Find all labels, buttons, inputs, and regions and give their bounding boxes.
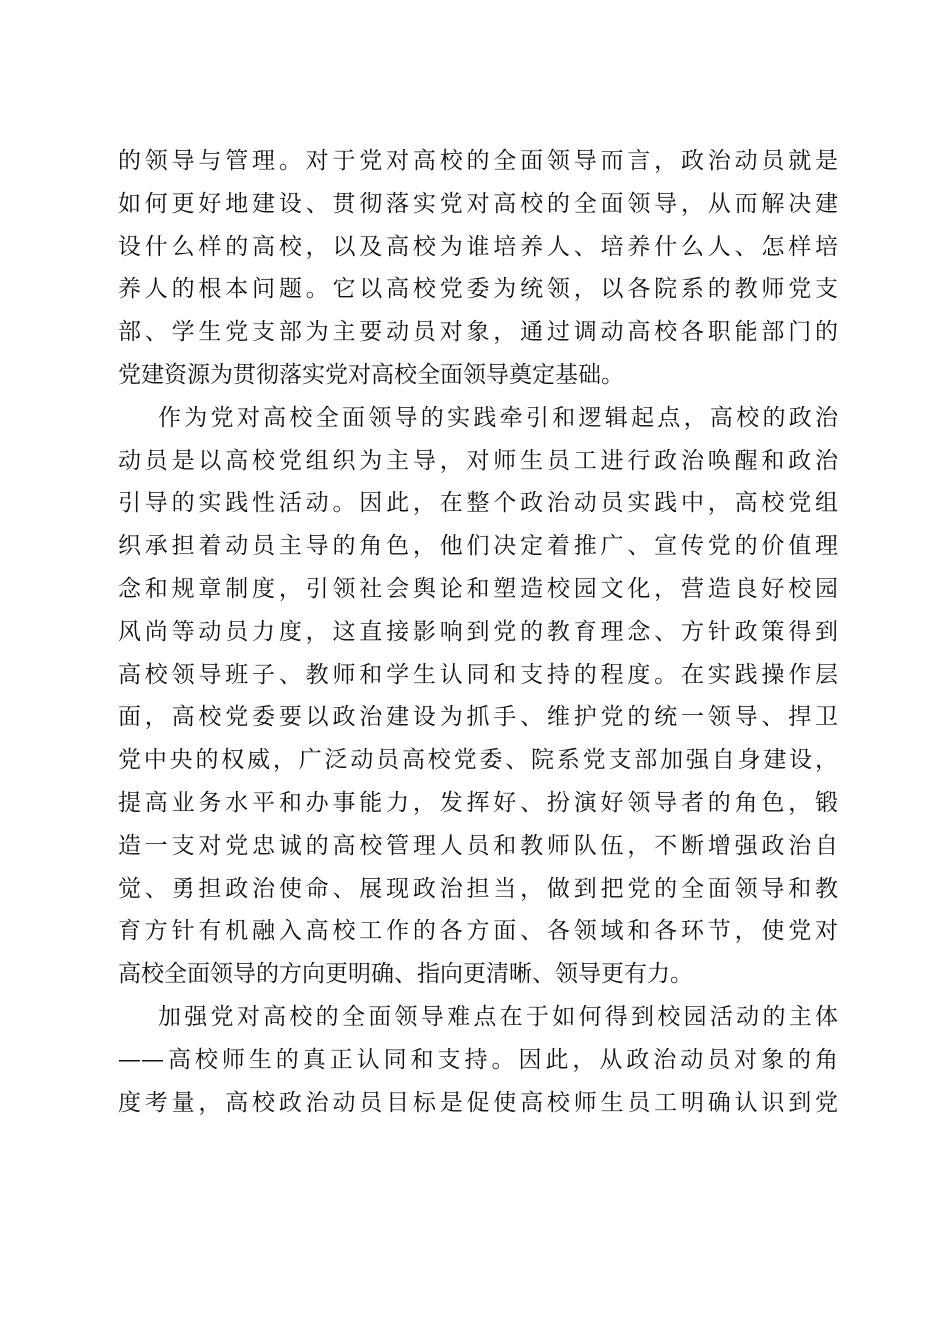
text-line: 养人的根本问题。它以高校党委为统领，以各院系的教师党支 (118, 276, 838, 303)
paragraph-2 (118, 397, 838, 996)
body-text (118, 140, 838, 1124)
text-line: ——高校师生的真正认同和支持。因此，从政治动员对象的角 (118, 1046, 838, 1073)
text-line: 引导的实践性活动。因此，在整个政治动员实践中，高校党组 (118, 490, 838, 517)
text-line: 念和规章制度，引领社会舆论和塑造校园文化，营造良好校园 (118, 575, 838, 602)
text-line: 度考量，高校政治动员目标是促使高校师生员工明确认识到党 (118, 1089, 838, 1116)
text-line: 党中央的权威，广泛动员高校党委、院系党支部加强自身建设， (118, 747, 838, 774)
text-line: 觉、勇担政治使命、展现政治担当，做到把党的全面领导和教 (118, 875, 838, 902)
text-line: 如何更好地建设、贯彻落实党对高校的全面领导，从而解决建 (118, 190, 838, 217)
text-line: 党建资源为贯彻落实党对高校全面领导奠定基础。 (118, 361, 624, 388)
text-line: 加强党对高校的全面领导难点在于如何得到校园活动的主体 (158, 1003, 838, 1030)
text-line: 高校全面领导的方向更明确、指向更清晰、领导更有力。 (118, 961, 693, 988)
text-line: 面，高校党委要以政治建设为抓手、维护党的统一领导、捍卫 (118, 704, 838, 731)
text-line: 风尚等动员力度，这直接影响到党的教育理念、方针政策得到 (118, 618, 838, 645)
text-line: 作为党对高校全面领导的实践牵引和逻辑起点，高校的政治 (158, 404, 838, 431)
text-line: 动员是以高校党组织为主导，对师生员工进行政治唤醒和政治 (118, 447, 838, 474)
text-line: 提高业务水平和办事能力，发挥好、扮演好领导者的角色，锻 (118, 789, 838, 816)
paragraph-3 (118, 996, 838, 1124)
text-line: 育方针有机融入高校工作的各方面、各领域和各环节，使党对 (118, 918, 838, 945)
text-line: 的领导与管理。对于党对高校的全面领导而言，政治动员就是 (118, 148, 838, 174)
text-line: 高校领导班子、教师和学生认同和支持的程度。在实践操作层 (118, 661, 838, 688)
paragraph-1 (118, 140, 838, 397)
text-line: 设什么样的高校，以及高校为谁培养人、培养什么人、怎样培 (118, 233, 838, 260)
text-line: 造一支对党忠诚的高校管理人员和教师队伍，不断增强政治自 (118, 832, 838, 859)
text-line: 织承担着动员主导的角色，他们决定着推广、宣传党的价值理 (118, 533, 838, 560)
text-line: 部、学生党支部为主要动员对象，通过调动高校各职能部门的 (118, 319, 838, 346)
